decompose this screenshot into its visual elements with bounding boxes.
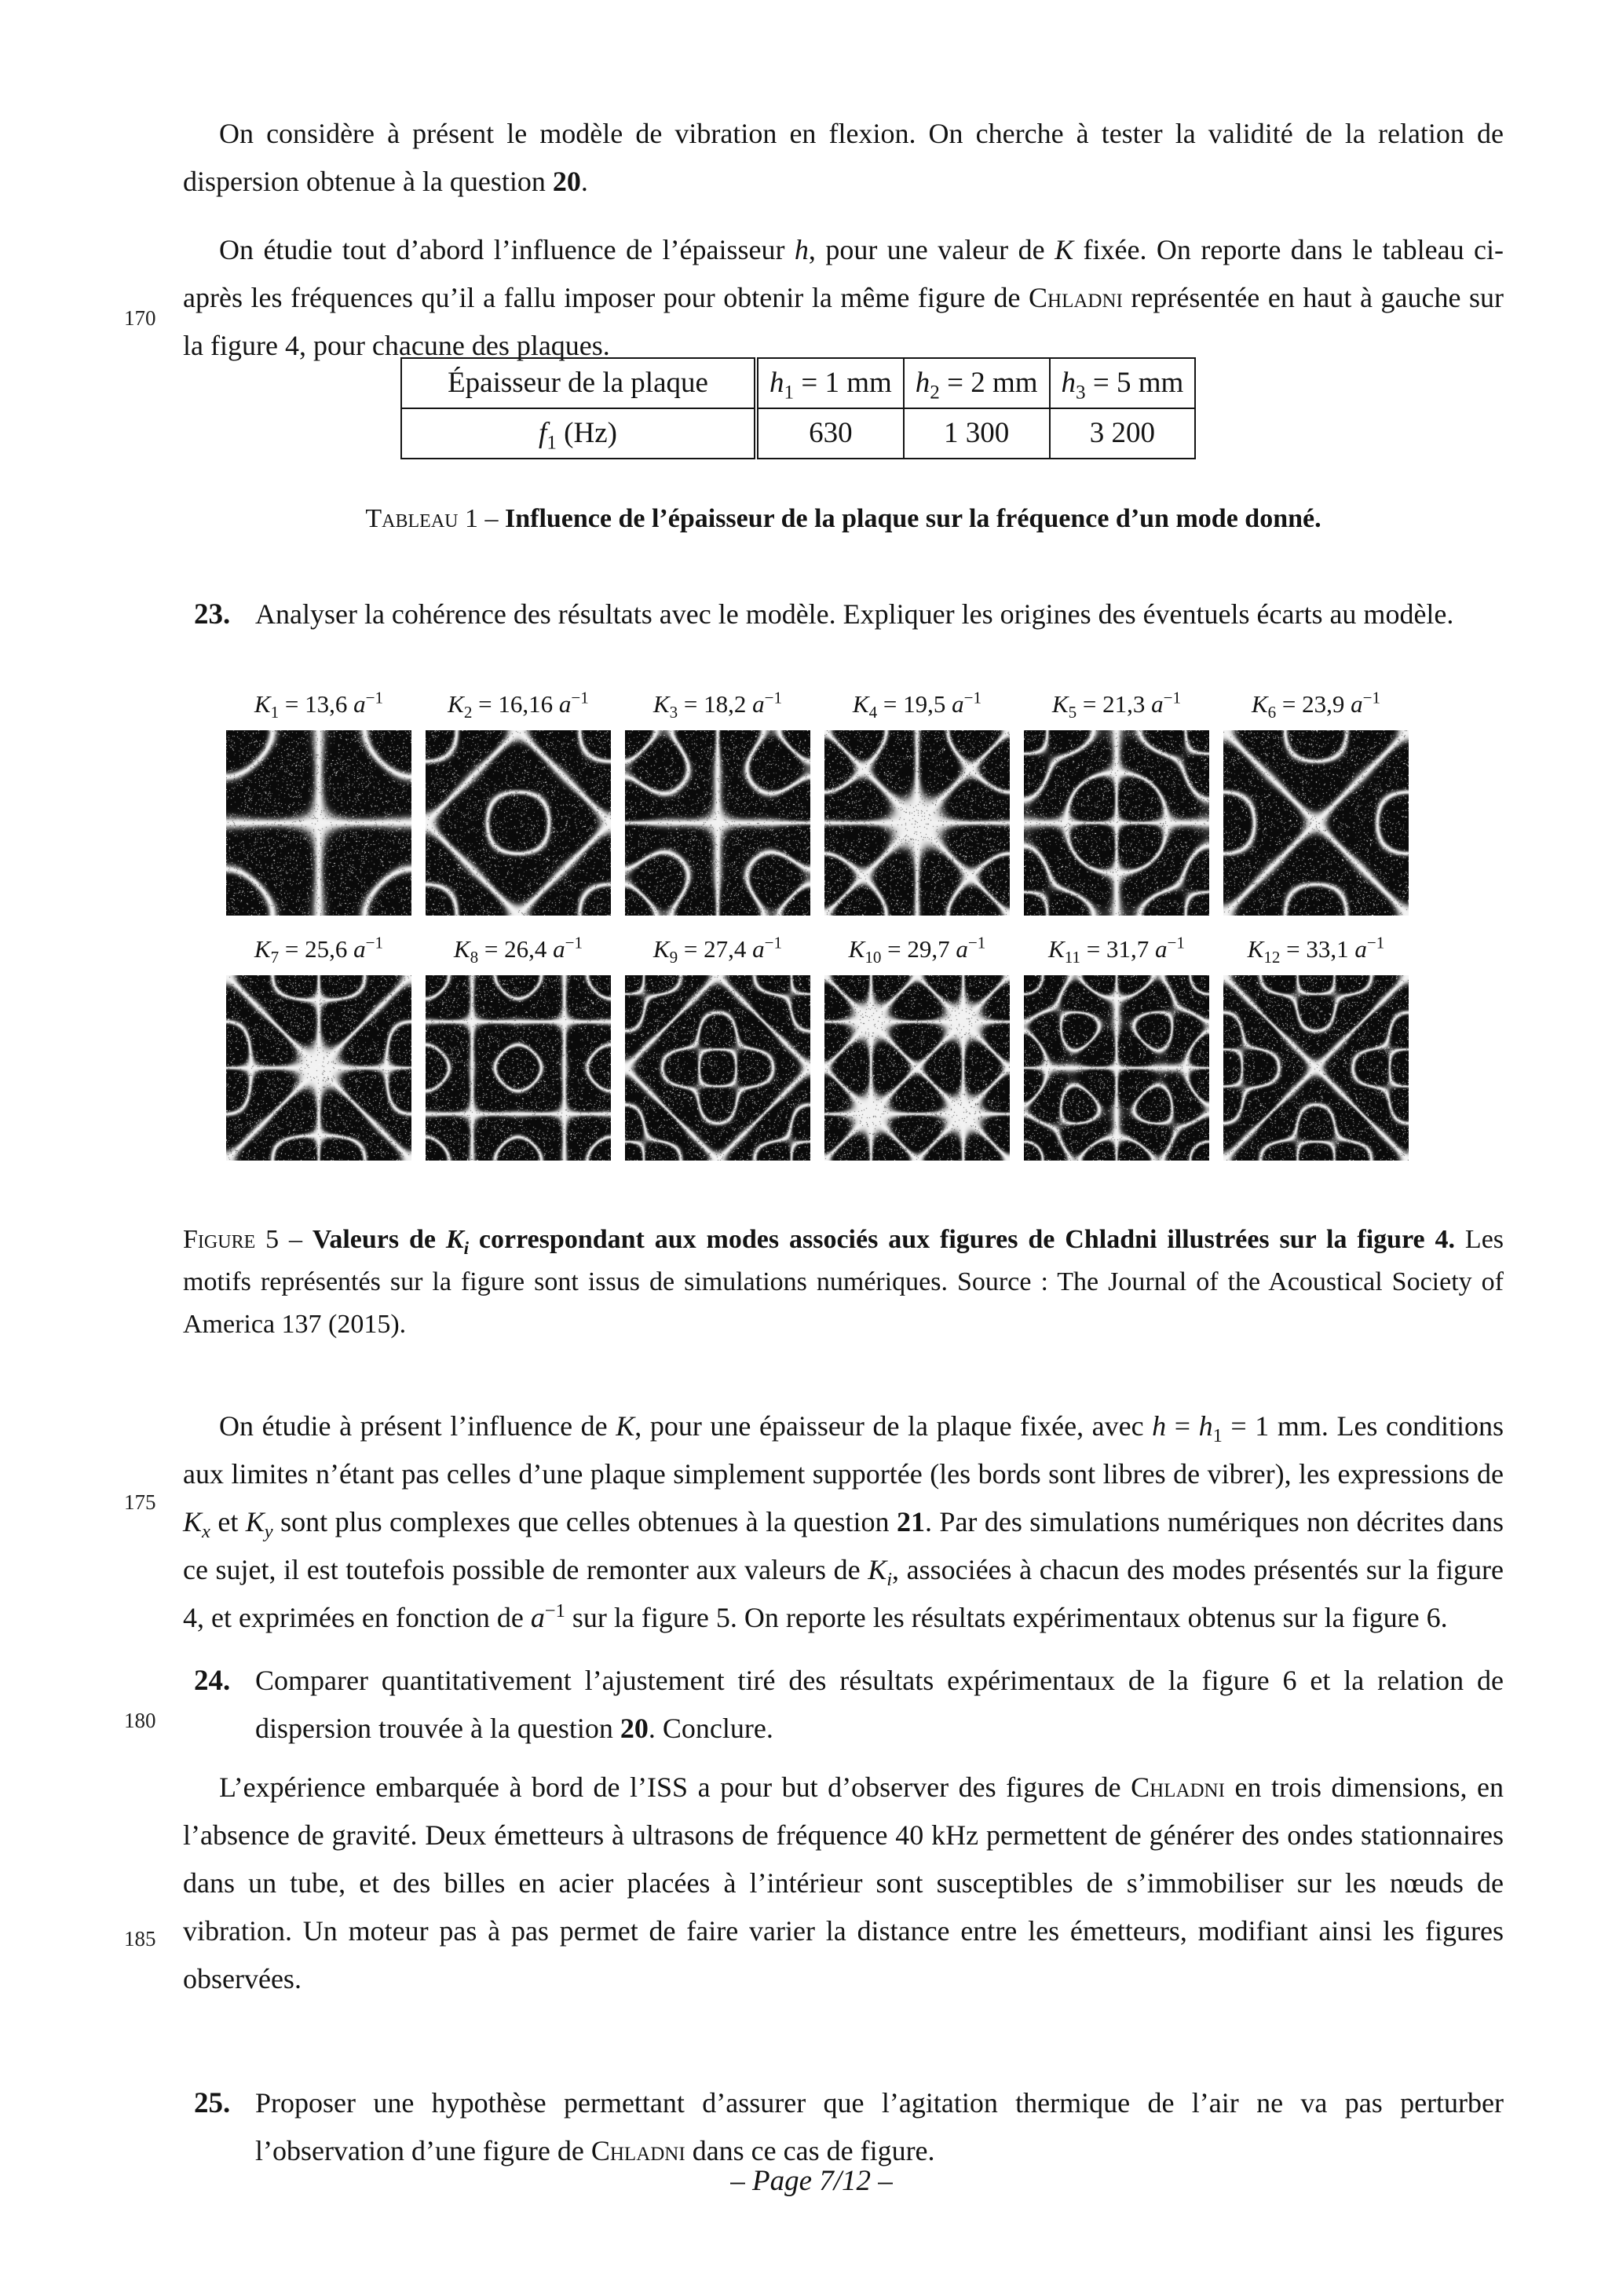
chladni-tile — [426, 688, 611, 916]
table-caption: Tableau 1 – Influence de l’épaisseur de la plaque sur la fréquence d’un mode donné. — [365, 504, 1321, 533]
question-23 — [183, 590, 1504, 638]
margin-line-number: 185 — [124, 1927, 156, 1951]
chladni-tile — [1024, 688, 1209, 916]
question-number: 24. — [194, 1665, 231, 1697]
tile-label-k4: $K_4 = 19,5$ $a^{-1}$ — [852, 688, 982, 722]
chladni-pattern-image — [625, 730, 810, 916]
question-text: Analyser la cohérence des résultats avec le modèle. Expliquer les origines des éventuels écarts au modèle. — [255, 598, 1454, 630]
chladni-pattern-image — [226, 730, 411, 916]
chladni-tile — [1223, 688, 1409, 916]
table-row-frequence — [401, 408, 1195, 459]
table-epaisseur-frequence — [400, 357, 1286, 459]
question-text: Proposer une hypothèse permettant d’assurer que l’agitation thermique de l’air ne va pas perturber l’observation d’une figure de Chladni dans ce cas de figure. — [255, 2087, 1504, 2166]
tile-label-k10: $K_{10} = 29,7$ $a^{-1}$ — [848, 933, 986, 967]
question-24 — [183, 1657, 1504, 1753]
question-number: 23. — [194, 598, 231, 631]
tile-label-k12: $K_{12} = 33,1$ $a^{-1}$ — [1247, 933, 1385, 967]
paragraph-iss: L’expérience embarquée à bord de l’ISS a pour but d’observer des figures de Chladni en trois dimensions, en l’absence de gravité. Deux émetteurs à ultrasons de fréquence 40 kHz permettent de générer des ondes stationnaires dans un tube, et des billes en acier placées à l’intérieur sont susceptibles de s’immobiliser sur les nœuds de vibration. Un moteur pas à pas permet de faire varier la distance entre les émetteurs, modifiant ainsi les figures observées. — [183, 1771, 1504, 1994]
chladni-pattern-image — [824, 975, 1010, 1161]
chladni-pattern-image — [824, 730, 1010, 916]
chladni-tile — [824, 933, 1010, 1161]
chladni-tile — [426, 933, 611, 1161]
chladni-tile — [226, 933, 411, 1161]
chladni-tile — [1024, 933, 1209, 1161]
table-cell-1300: 1 300 — [904, 408, 1050, 459]
chladni-tile — [226, 688, 411, 916]
table-header-h3: $h_3 = 5$ mm — [1050, 358, 1196, 408]
table-cell-f1: $f_1$ (Hz) — [401, 408, 756, 459]
chladni-tile — [625, 933, 810, 1161]
margin-line-number: 180 — [124, 1709, 156, 1732]
paragraph-influence-K: On étudie à présent l’influence de K, pour une épaisseur de la plaque fixée, avec $h = h_1 = 1$ mm. Les conditions aux limites n’étant pas celles d’une plaque simplement supportée (les bords sont libres de vibrer), les expressions de $K_x$ et $K_y$ sont plus complexes que celles obtenues à la question 21. Par des simulations numériques non décrites dans ce sujet, il est toutefois possible de remonter aux valeurs de $K_i$, associées à chacun des modes présentés sur la figure 4, et exprimées en fonction de $a^{-1}$ sur la figure 5. On reporte les résultats expérimentaux obtenus sur la figure 6. — [183, 1410, 1504, 1633]
chladni-pattern-image — [1024, 975, 1209, 1161]
tile-label-k8: $K_8 = 26,4$ $a^{-1}$ — [453, 933, 583, 967]
paragraph-influence-epaisseur: On étudie tout d’abord l’influence de l’épaisseur h, pour une valeur de K fixée. On reporte dans le tableau ci-après les fréquences qu’il a fallu imposer pour obtenir la même figure de Chladni représentée en haut à gauche sur la figure 4, pour chacune des plaques. — [183, 234, 1504, 361]
margin-line-number: 170 — [124, 306, 156, 330]
paragraph-intro-flexion: On considère à présent le modèle de vibration en flexion. On cherche à tester la validité de la relation de dispersion obtenue à la question 20. — [183, 118, 1504, 197]
chladni-tile — [824, 688, 1010, 916]
figure5-chladni-grid — [226, 688, 1409, 1161]
figure5-caption: Figure 5 – Valeurs de $K_i$ correspondant aux modes associés aux figures de Chladni illustrées sur la figure 4. Les motifs représentés sur la figure sont issus de simulations numériques. Source : The Journal of the Acoustical Society of America 137 (2015). — [183, 1225, 1504, 1339]
chladni-pattern-image — [1223, 975, 1409, 1161]
tile-label-k3: $K_3 = 18,2$ $a^{-1}$ — [652, 688, 783, 722]
chladni-tile — [1223, 933, 1409, 1161]
tile-label-k9: $K_9 = 27,4$ $a^{-1}$ — [652, 933, 783, 967]
table-header-h2: $h_2 = 2$ mm — [904, 358, 1050, 408]
tile-label-k5: $K_5 = 21,3$ $a^{-1}$ — [1051, 688, 1182, 722]
question-25 — [183, 2079, 1504, 2175]
tile-label-k11: $K_{11} = 31,7$ $a^{-1}$ — [1048, 933, 1185, 967]
question-text: Comparer quantitativement l’ajustement tiré des résultats expérimentaux de la figure 6 et la relation de dispersion trouvée à la question 20. Conclure. — [255, 1665, 1504, 1744]
margin-line-number: 175 — [124, 1490, 156, 1514]
table-cell-3200: 3 200 — [1050, 408, 1196, 459]
tile-label-k1: $K_1 = 13,6$ $a^{-1}$ — [254, 688, 384, 722]
tile-label-k6: $K_6 = 23,9$ $a^{-1}$ — [1251, 688, 1381, 722]
chladni-pattern-image — [226, 975, 411, 1161]
table-header-h1: $h_1 = 1$ mm — [756, 358, 904, 408]
table-cell-630: 630 — [756, 408, 904, 459]
chladni-pattern-image — [1223, 730, 1409, 916]
page-footer: – Page 7/12 – — [730, 2165, 893, 2197]
chladni-pattern-image — [426, 975, 611, 1161]
tile-label-k2: $K_2 = 16,16$ $a^{-1}$ — [448, 688, 589, 722]
table-header-row — [401, 358, 1195, 408]
table-header-epaisseur: Épaisseur de la plaque — [401, 358, 756, 408]
chladni-pattern-image — [1024, 730, 1209, 916]
chladni-tile — [625, 688, 810, 916]
question-number: 25. — [194, 2087, 231, 2119]
chladni-pattern-image — [625, 975, 810, 1161]
page-body — [183, 0, 1504, 2296]
tile-label-k7: $K_7 = 25,6$ $a^{-1}$ — [254, 933, 384, 967]
chladni-pattern-image — [426, 730, 611, 916]
